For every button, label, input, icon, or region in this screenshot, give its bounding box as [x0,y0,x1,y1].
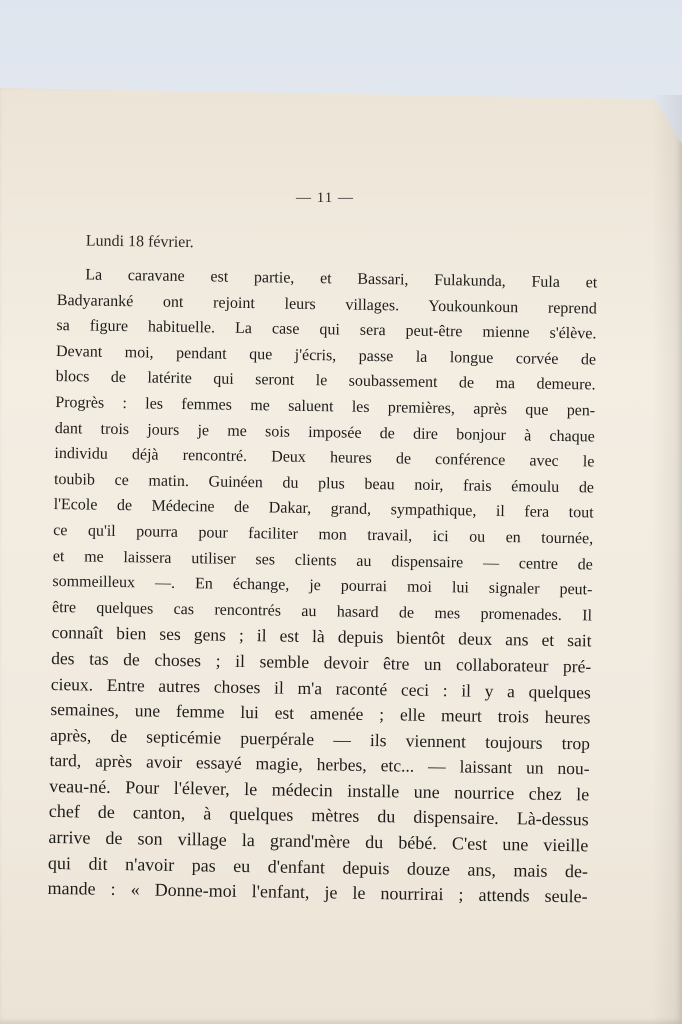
text-line: connaît bien ses gens ; il est là depuis bientôt deux ans et sait [51,622,592,651]
text-line: Badyaranké ont rejoint leurs villages. Youkounkoun reprend [56,291,597,318]
text-line: Progrès : les femmes me saluent les premières, après que pen- [55,393,596,420]
text-line: dant trois jours je me sois imposée de dire bonjour à chaque [54,419,595,446]
text-line: toubib ce matin. Guinéen du plus beau noir, frais émoulu de [53,470,595,497]
text-line: arrive de son village la grand'mère du bébé. C'est une vieille [48,826,589,856]
text-line: veau-né. Pour l'élever, le médecin installe une nourrice chez le [49,775,590,805]
dateline: Lundi 18 février. [85,232,194,252]
text-line: La caravane est partie, et Bassari, Fulakunda, Fula et [85,266,598,292]
text-line: cieux. Entre autres choses il m'a raconté ceci : il y a quelques [50,673,591,702]
text-line: blocs de latérite qui seront le soubassement de ma demeure. [55,368,596,394]
body-text [47,228,598,910]
page-edge-shadow [652,95,682,1024]
text-line: sa figure habituelle. La case qui sera peut-être mienne s'élève. [56,317,597,343]
text-line: semaines, une femme lui est amenée ; elle meurt trois heures [50,699,591,728]
text-line: tard, après avoir essayé magie, herbes, etc... — laissant un nou- [49,750,590,779]
text-line: l'Ecole de Médecine de Dakar, grand, sympathique, il fera tout [53,496,594,522]
text-line: après, de septicémie puerpérale — ils viennent toujours trop [49,724,591,754]
text-line: qui dit n'avoir pas eu d'enfant depuis douze ans, mais de- [47,852,589,882]
text-line: chef de canton, à quelques mètres du dispensaire. Là-dessus [48,801,589,830]
text-line: individu déjà rencontré. Deux heures de conférence avec le [54,445,595,471]
text-line: Devant moi, pendant que j'écris, passe la longue corvée de [55,342,597,369]
text-line: sommeilleux —. En échange, je pourrai moi lui signaler peut- [52,573,593,599]
text-line: et me laissera utiliser ses clients au dispensaire — centre de [52,547,593,573]
text-line: des tas de choses ; il semble devoir être un collaborateur pré- [51,647,592,677]
text-line: ce qu'il pourra pour faciliter mon travail, ici ou en tournée, [53,521,594,548]
page-number: — 11 — [296,190,354,206]
text-line: être quelques cas rencontrés au hasard de mes promenades. Il [51,598,593,625]
text-line: mande : « Donne-moi l'enfant, je le nourrirai ; attends seule- [47,878,588,907]
